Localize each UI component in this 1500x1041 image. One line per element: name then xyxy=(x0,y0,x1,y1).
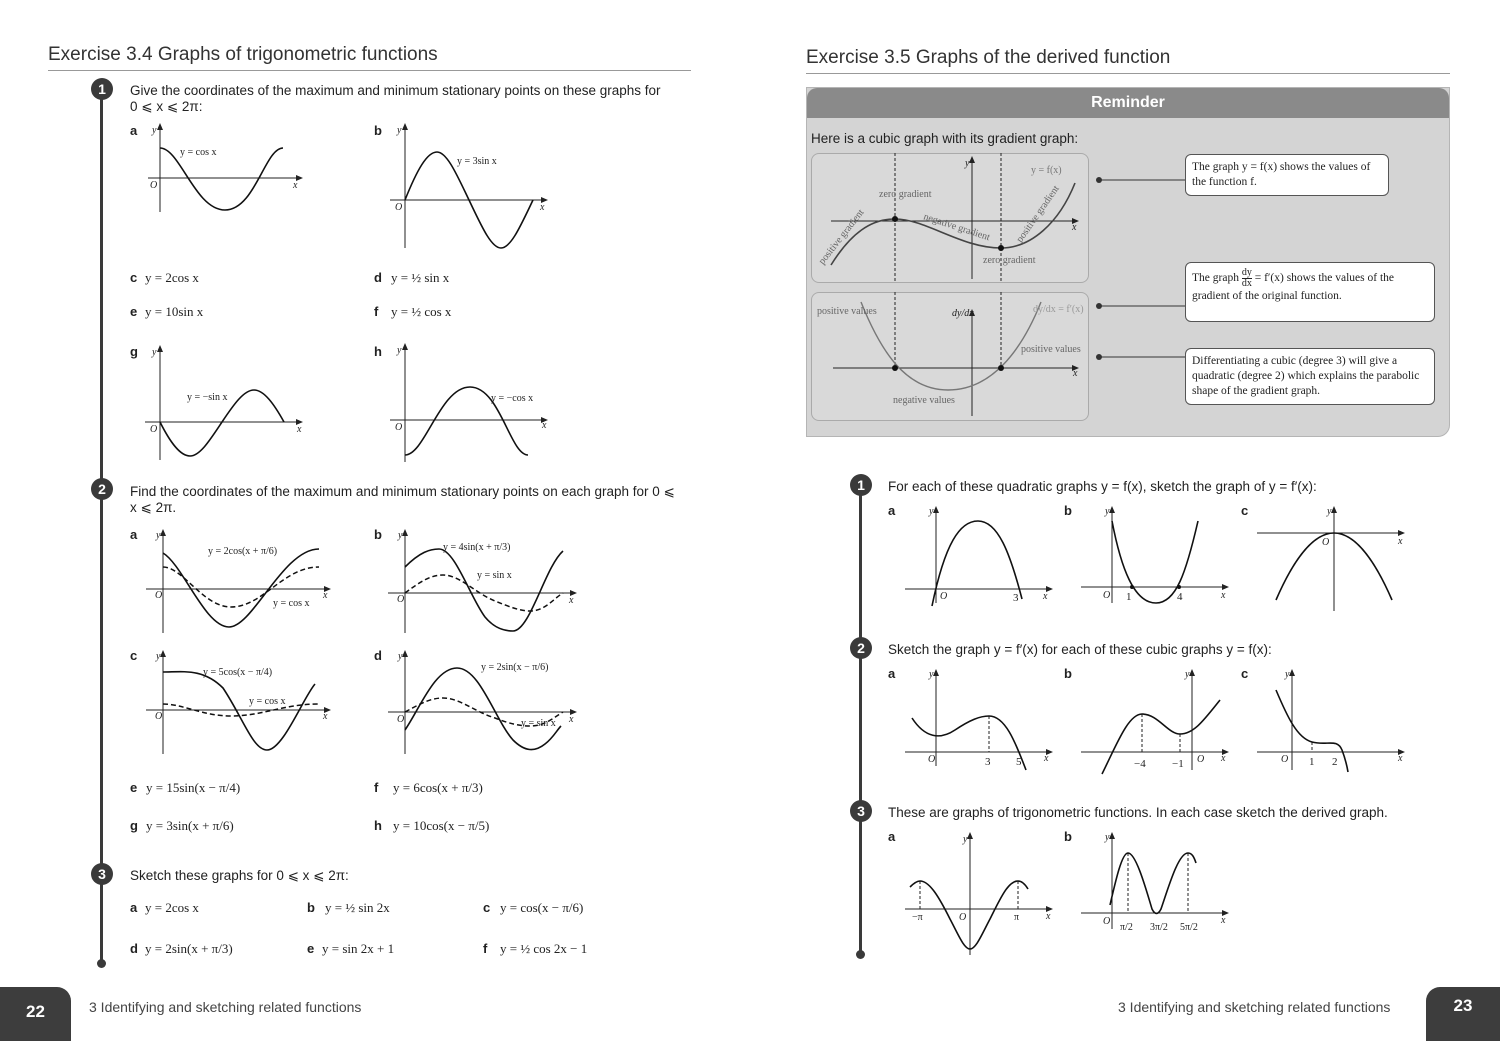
r-q1b-x-axis-label: x xyxy=(1221,590,1226,601)
q1g-x-axis-label: x xyxy=(297,424,302,435)
q3b-label: b xyxy=(307,900,315,915)
q1a-curve-label: y = cos x xyxy=(180,147,217,158)
q2c-y-axis-label: y xyxy=(156,651,161,662)
callout-gradient-text-a: The graph xyxy=(1192,272,1239,285)
dy-dx-fraction: $\frac{dy}{dx}$ xyxy=(1241,267,1252,289)
left-footer-text: 3 Identifying and sketching related functions xyxy=(89,999,362,1015)
q2c-graph xyxy=(143,648,333,758)
right-title-rule xyxy=(806,73,1450,74)
r-q1a-label: a xyxy=(888,503,896,518)
cubic-y-axis-label: y xyxy=(965,158,970,169)
q3f-label: f xyxy=(483,941,488,956)
r-q3-text: These are graphs of trigonometric functions. In each case sketch the derived graph. xyxy=(888,805,1388,820)
r-q2a-y-axis-label: y xyxy=(929,669,934,680)
q2g-equation: y = 3sin(x + π/6) xyxy=(146,818,234,833)
r-q3b-tick-2: 3π/2 xyxy=(1150,922,1168,933)
r-q3b-tick-3: 5π/2 xyxy=(1180,922,1198,933)
r-q1b-graph xyxy=(1076,503,1236,608)
q1-text: Give the coordinates of the maximum and minimum stationary points on these graphs for 0 ⩽ x ⩽ 2π: xyxy=(130,83,661,114)
q2a-label: a xyxy=(130,527,138,542)
q1e-label: e xyxy=(130,304,138,319)
q1g-origin-label: O xyxy=(150,424,158,435)
q1h-label: h xyxy=(374,344,382,359)
q2d-graph xyxy=(385,648,580,758)
q1a-label: a xyxy=(130,123,138,138)
left-page-number: 22 xyxy=(0,987,71,1041)
q1b-x-axis-label: x xyxy=(540,202,545,213)
q1a-graph xyxy=(140,120,310,220)
q3-number: 3 xyxy=(91,863,113,885)
r-q3a-origin-label: O xyxy=(959,912,967,923)
left-question-line xyxy=(100,90,103,962)
q3d-label: d xyxy=(130,941,138,956)
q2b-label: b xyxy=(374,527,382,542)
q1b-curve-label: y = 3sin x xyxy=(457,156,497,167)
r-q1b-tick-1: 1 xyxy=(1126,591,1132,603)
r-q2-number: 2 xyxy=(850,637,872,659)
q1h-curve-label: y = −cos x xyxy=(491,393,534,404)
r-q2a-tick-1: 3 xyxy=(985,756,991,768)
right-exercise-title: Exercise 3.5 Graphs of the derived function xyxy=(806,47,1171,68)
zero-gradient-label-1: zero gradient xyxy=(879,189,932,200)
q2b-graph xyxy=(385,527,580,637)
q2b-curve-label: y = 4sin(x + π/3) xyxy=(443,542,511,553)
r-q1a-origin-label: O xyxy=(940,591,948,602)
r-q1a-x-axis-label: x xyxy=(1043,591,1048,602)
reminder-intro: Here is a cubic graph with its gradient graph: xyxy=(811,131,1079,146)
q1f-label: f xyxy=(374,304,379,319)
right-footer-text: 3 Identifying and sketching related functions xyxy=(1118,999,1391,1015)
r-q1b-origin-label: O xyxy=(1103,590,1111,601)
q3e-label: e xyxy=(307,941,315,956)
r-q2b-label: b xyxy=(1064,666,1072,681)
q2d-y-axis-label: y xyxy=(398,651,403,662)
r-q3b-tick-1: π/2 xyxy=(1120,922,1133,933)
q2f-equation: y = 6cos(x + π/3) xyxy=(393,780,483,795)
q1h-origin-label: O xyxy=(395,422,403,433)
q1g-curve-label: y = −sin x xyxy=(187,392,228,403)
q1a-y-axis-label: y xyxy=(152,125,157,136)
r-q3a-label: a xyxy=(888,829,896,844)
q1h-x-axis-label: x xyxy=(542,420,547,431)
q2-text: Find the coordinates of the maximum and minimum stationary points on each graph for 0 ⩽ x ⩽ 2π. xyxy=(130,484,675,515)
q1b-graph xyxy=(385,120,555,250)
r-q3-number: 3 xyxy=(850,800,872,822)
q1b-label: b xyxy=(374,123,382,138)
q3a-equation: y = 2cos x xyxy=(145,900,199,915)
r-q2c-origin-label: O xyxy=(1281,754,1289,765)
r-q2a-graph xyxy=(900,666,1060,771)
r-q3b-label: b xyxy=(1064,829,1072,844)
r-q3a-tick-1: −π xyxy=(912,912,923,923)
q3-text: Sketch these graphs for 0 ⩽ x ⩽ 2π: xyxy=(130,868,349,883)
r-q3b-y-axis-label: y xyxy=(1105,832,1110,843)
r-q2c-y-axis-label: y xyxy=(1285,669,1290,680)
r-q2a-x-axis-label: x xyxy=(1044,753,1049,764)
callout-gradient-text-b: = f′(x) shows the values of the gradient of the original function. xyxy=(1192,272,1395,302)
q2a-x-axis-label: x xyxy=(323,590,328,601)
gradient-func-label: dy/dx = f′(x) xyxy=(1033,304,1084,315)
right-question-line xyxy=(859,488,862,953)
q1c-equation: y = 2cos x xyxy=(145,270,199,285)
r-q1a-tick: 3 xyxy=(1013,592,1019,604)
r-q3b-graph xyxy=(1076,829,1236,944)
q1g-y-axis-label: y xyxy=(152,347,157,358)
r-q1c-origin-label: O xyxy=(1322,537,1330,548)
positive-values-label-1: positive values xyxy=(817,306,877,317)
q2d-origin-label: O xyxy=(397,714,405,725)
q2b-y-axis-label: y xyxy=(398,530,403,541)
q2a-curve-label: y = 2cos(x + π/6) xyxy=(208,546,278,557)
r-q3a-y-axis-label: y xyxy=(963,834,968,845)
negative-values-label: negative values xyxy=(893,395,955,406)
r-q2c-graph xyxy=(1252,666,1412,776)
q1a-origin-label: O xyxy=(150,180,158,191)
q2a-y-axis-label: y xyxy=(156,530,161,541)
q2c-origin-label: O xyxy=(155,711,163,722)
q2h-label: h xyxy=(374,818,382,833)
r-q2a-label: a xyxy=(888,666,896,681)
q1-number: 1 xyxy=(91,78,113,100)
q2e-label: e xyxy=(130,780,138,795)
positive-gradient-label-2: positive gradient xyxy=(1014,183,1062,245)
r-q1b-label: b xyxy=(1064,503,1072,518)
r-q2b-tick-1: −4 xyxy=(1134,758,1146,770)
right-line-end xyxy=(856,950,865,959)
positive-gradient-label-1: positive gradient xyxy=(816,207,867,267)
r-q2c-label: c xyxy=(1241,666,1249,681)
r-q2a-origin-label: O xyxy=(928,754,936,765)
q1d-equation: y = ½ sin x xyxy=(391,270,450,285)
q2b-x-axis-label: x xyxy=(569,595,574,606)
q1b-origin-label: O xyxy=(395,202,403,213)
q2d-x-axis-label: x xyxy=(569,714,574,725)
r-q1b-y-axis-label: y xyxy=(1105,506,1110,517)
r-q2a-tick-2: 5 xyxy=(1016,756,1022,768)
r-q3a-x-axis-label: x xyxy=(1046,911,1051,922)
q2d-curve-label: y = 2sin(x − π/6) xyxy=(481,662,549,673)
q2c-dashed-label: y = cos x xyxy=(249,696,286,707)
q1g-label: g xyxy=(130,344,138,359)
callout-connectors xyxy=(1095,170,1190,370)
r-q2b-tick-2: −1 xyxy=(1172,758,1184,770)
r-q2b-x-axis-label: x xyxy=(1221,753,1226,764)
q3c-label: c xyxy=(483,900,491,915)
r-q2-text: Sketch the graph y = f′(x) for each of these cubic graphs y = f(x): xyxy=(888,642,1272,657)
negative-gradient-label: negative gradient xyxy=(922,211,992,244)
q2g-label: g xyxy=(130,818,138,833)
q1b-y-axis-label: y xyxy=(397,125,402,136)
q3c-equation: y = cos(x − π/6) xyxy=(500,900,584,915)
r-q1b-tick-2: 4 xyxy=(1177,591,1183,603)
q2e-equation: y = 15sin(x − π/4) xyxy=(146,780,241,795)
q2a-graph xyxy=(143,527,333,637)
q1a-x-axis-label: x xyxy=(293,180,298,191)
cubic-x-axis-label: x xyxy=(1072,222,1077,233)
r-q3b-x-axis-label: x xyxy=(1221,915,1226,926)
q2c-curve-label: y = 5cos(x − π/4) xyxy=(203,667,273,678)
q2h-equation: y = 10cos(x − π/5) xyxy=(393,818,490,833)
q2d-dashed-label: y = sin x xyxy=(521,718,556,729)
q1e-equation: y = 10sin x xyxy=(145,304,204,319)
positive-values-label-2: positive values xyxy=(1021,344,1081,355)
q3a-label: a xyxy=(130,900,138,915)
cubic-graph xyxy=(811,153,1089,283)
q3f-equation: y = ½ cos 2x − 1 xyxy=(500,941,588,956)
r-q2c-tick-2: 2 xyxy=(1332,756,1338,768)
right-page-number: 23 xyxy=(1426,987,1500,1041)
r-q1c-y-axis-label: y xyxy=(1327,506,1332,517)
r-q2b-y-axis-label: y xyxy=(1185,669,1190,680)
q2a-dashed-label: y = cos x xyxy=(273,598,310,609)
gradient-y-axis-label: dy/dx xyxy=(952,308,974,319)
callout-gradient xyxy=(1185,262,1435,322)
left-title-rule xyxy=(48,70,691,71)
r-q1a-y-axis-label: y xyxy=(929,506,934,517)
callout-differentiating: Differentiating a cubic (degree 3) will give a quadratic (degree 2) which explains the parabolic shape of the gradient graph. xyxy=(1185,348,1435,405)
r-q3b-origin-label: O xyxy=(1103,916,1111,927)
q1d-label: d xyxy=(374,270,382,285)
callout-function: The graph y = f(x) shows the values of the function f. xyxy=(1185,154,1389,196)
q1h-y-axis-label: y xyxy=(397,345,402,356)
q2c-x-axis-label: x xyxy=(323,711,328,722)
q2c-label: c xyxy=(130,648,138,663)
left-line-end xyxy=(97,959,106,968)
r-q3a-tick-2: π xyxy=(1014,912,1020,923)
q2f-label: f xyxy=(374,780,379,795)
cubic-func-label: y = f(x) xyxy=(1031,165,1062,176)
r-q1c-label: c xyxy=(1241,503,1249,518)
q2a-origin-label: O xyxy=(155,590,163,601)
q3b-equation: y = ½ sin 2x xyxy=(325,900,390,915)
reminder-heading: Reminder xyxy=(807,88,1449,118)
q1f-equation: y = ½ cos x xyxy=(391,304,452,319)
r-q2c-x-axis-label: x xyxy=(1398,753,1403,764)
q2d-label: d xyxy=(374,648,382,663)
left-exercise-title: Exercise 3.4 Graphs of trigonometric functions xyxy=(48,44,438,65)
q1c-label: c xyxy=(130,270,138,285)
r-q1-text: For each of these quadratic graphs y = f(x), sketch the graph of y = f′(x): xyxy=(888,479,1317,494)
r-q3a-graph xyxy=(900,829,1060,959)
q3d-equation: y = 2sin(x + π/3) xyxy=(145,941,233,956)
r-q1c-x-axis-label: x xyxy=(1398,536,1403,547)
zero-gradient-label-2: zero gradient xyxy=(983,255,1036,266)
r-q1-number: 1 xyxy=(850,474,872,496)
r-q2b-graph xyxy=(1076,666,1236,776)
gradient-x-axis-label: x xyxy=(1073,368,1078,379)
r-q1a-graph xyxy=(900,503,1060,608)
r-q2b-origin-label: O xyxy=(1197,754,1205,765)
q1g-graph xyxy=(140,342,310,472)
q2b-dashed-label: y = sin x xyxy=(477,570,512,581)
gradient-graph xyxy=(811,292,1089,422)
q1h-graph xyxy=(385,340,555,470)
r-q1c-graph xyxy=(1252,503,1412,613)
q2-number: 2 xyxy=(91,478,113,500)
q2b-origin-label: O xyxy=(397,594,405,605)
r-q2c-tick-1: 1 xyxy=(1309,756,1315,768)
q3e-equation: y = sin 2x + 1 xyxy=(322,941,395,956)
